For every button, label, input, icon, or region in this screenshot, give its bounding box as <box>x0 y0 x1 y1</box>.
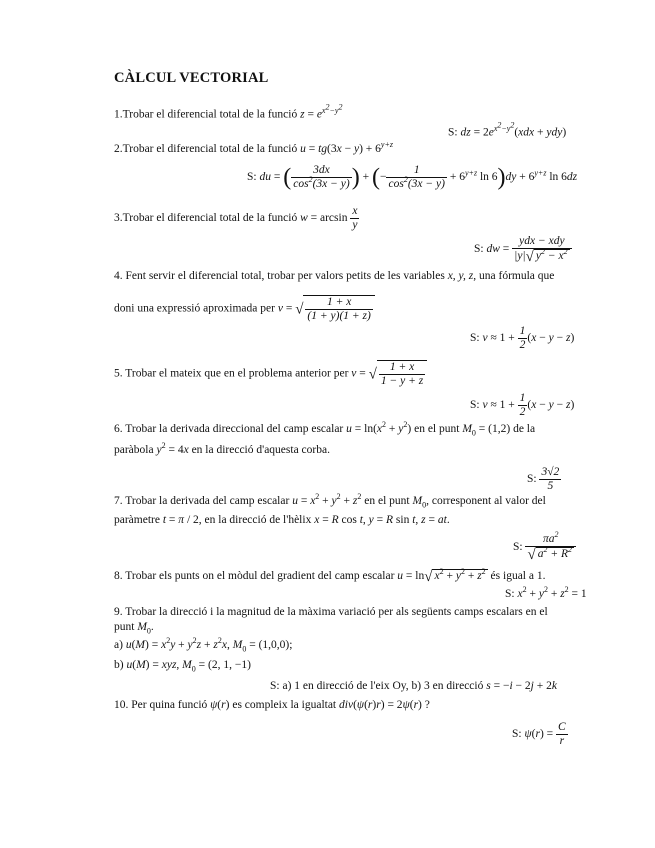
problem-10: 10. Per quina funció ψ(r) es compleix la igualtat div(ψ(r)r) = 2ψ(r) ? <box>114 699 430 711</box>
problem-2-text: 2.Trobar el diferencial total de la funció <box>114 143 298 155</box>
solution-2: S: du = ( $\frac{3dx}{\cos^2(3x - y)}$ ) + (− $\frac{1}{\cos^2(3x - y)}$ + $6^{y+z}$ $\ln 6)dy + 6^{y+z}$ ln 6dz <box>247 164 578 191</box>
solution-3: S: dw = $\frac{\text{ydx − xdy}}{|y|√ y^2 - x^2}$ <box>474 235 572 264</box>
solution-10: S: ψ(r) = $\frac{C}{r}$ <box>512 721 566 747</box>
problem-5-text: 5. Trobar el mateix que en el problema anterior per <box>114 367 349 380</box>
problem-8-text: 8. Trobar els punts on el mòdul del gradient del camp escalar <box>114 570 395 582</box>
problem-9-item-b: b) u(M) = xyz, $M_0 = (2$, 1, −1) <box>114 659 251 674</box>
solution-4: S: v ≈ 1 + $\frac{1}{2}$ (x − y − z) <box>470 325 575 351</box>
problem-3: 3.Trobar el diferencial total de la funció w = arcsin $\frac{x}{y}$ <box>114 205 358 231</box>
solution-7: S: $\frac{\pi a^2}{√ a^2 + R^2}$ <box>513 533 576 562</box>
problem-6: 6. Trobar la derivada direccional del camp escalar $u = \ln(x^2 + y^2)$ en el punt $M_0 = (1,2)$ de la <box>114 420 536 438</box>
problem-2: 2.Trobar el diferencial total de la funció $u = tg(3x - y) + 6^{y+z}$ <box>114 140 393 155</box>
problem-4-line-2: doni una expressió aproximada per v = √ $\frac{1 + x}{(1 + y)(1 + z)}$ <box>114 295 375 323</box>
solution-6: S: $\frac{3√2}{5}$ <box>527 466 560 492</box>
problem-7-line-2: paràmetre t = π / 2, en la direcció de l'hèlix x = R cos t, y = R sin t, z = at. <box>114 514 450 526</box>
solution-9: S: a) 1 en direcció de l'eix Oy, b) 3 en direcció s = −i − 2j + 2k <box>270 680 557 692</box>
solution-1: S: dz = $2e^{x^2-y^2}(xdx + ydy)$ <box>448 120 567 139</box>
problem-1-text: 1.Trobar el diferencial total de la funció <box>114 108 298 121</box>
problem-6-text: 6. Trobar la derivada direccional del camp escalar <box>114 423 344 435</box>
solution-8: S: $x^2 + y^2 + z^2 = 1$ <box>505 585 587 600</box>
problem-4-text: 4. Fent servir el diferencial total, trobar per valors petits de les variables <box>114 270 445 282</box>
problem-7: 7. Trobar la derivada del camp escalar $u = x^2 + y^2 + z^2$ en el punt $M_0$, corresponent al valor del <box>114 492 546 510</box>
problem-9-line-2: punt $M_0$. <box>114 621 154 636</box>
problem-8: 8. Trobar els punts on el mòdul del gradient del camp escalar u = ln√ $x^2 + y^2 + z^2$ és igual a 1. <box>114 567 546 585</box>
problem-9-item-a: a) $u(M) = x^2y + y^2z + z^2x$, $M_0 = (1,0,0)$; <box>114 636 293 654</box>
solution-5: S: v ≈ 1 + $\frac{1}{2}$ (x − y − z) <box>470 392 575 418</box>
problem-5: 5. Trobar el mateix que en el problema anterior per v = √ $\frac{1 + x}{1 - y + z}$ <box>114 360 427 388</box>
problem-3-text: 3.Trobar el diferencial total de la funció <box>114 212 298 225</box>
problem-4: 4. Fent servir el diferencial total, trobar per valors petits de les variables x, y, z, una fórmula que <box>114 270 555 282</box>
problem-7-text: 7. Trobar la derivada del camp escalar <box>114 495 290 507</box>
problem-10-text: 10. Per quina funció <box>114 699 208 711</box>
problem-1: 1.Trobar el diferencial total de la funció $z = e^{x^2-y^2}$ <box>114 102 343 121</box>
page-title: CÀLCUL VECTORIAL <box>114 70 269 86</box>
problem-6-line-2: paràbola $y^2 = 4x$ en la direcció d'aquesta corba. <box>114 441 330 456</box>
problem-9 <box>114 605 548 619</box>
problem-9-text: 9. Trobar la direcció i la magnitud de la màxima variació per als següents camps escalars en el <box>114 606 548 618</box>
